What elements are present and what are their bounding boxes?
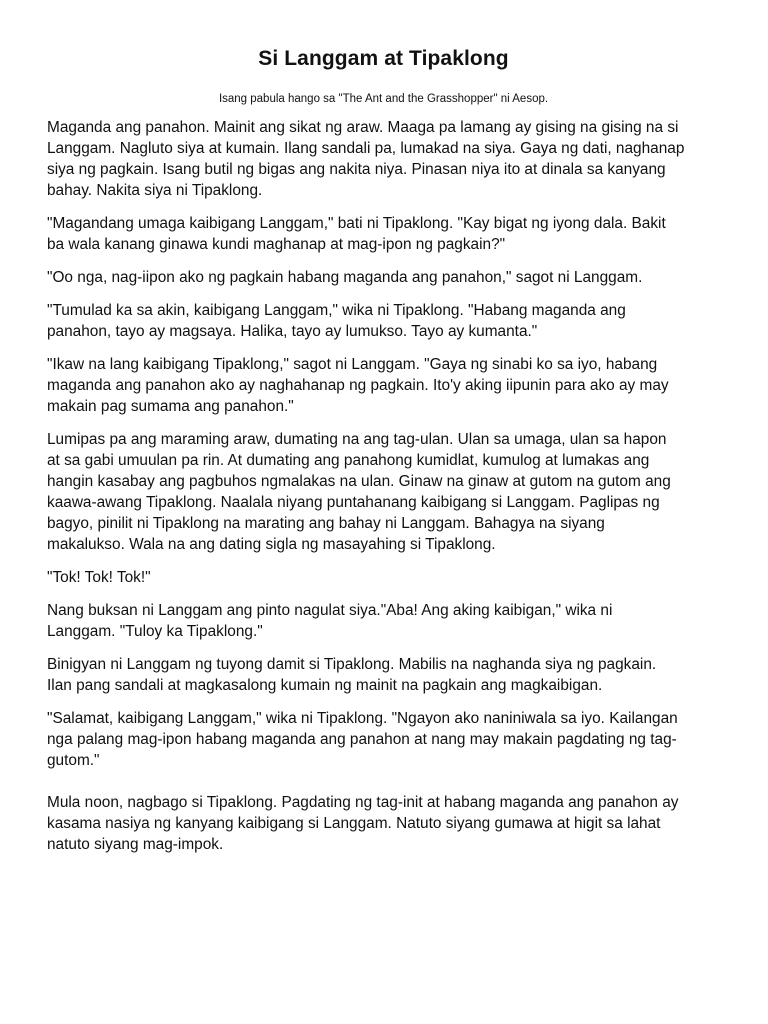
paragraph-line: "Tumulad ka sa akin, kaibigang Langgam," wika ni Tipaklong. "Habang maganda ang	[47, 302, 626, 319]
story-paragraph	[47, 708, 720, 771]
document-title: Si Langgam at Tipaklong	[258, 47, 509, 70]
paragraph-line: bagyo, pinilit ni Tipaklong na marating ang bahay ni Langgam. Bahagya na siyang	[47, 515, 605, 532]
story-paragraph	[47, 117, 720, 201]
paragraph-line: "Tok! Tok! Tok!"	[47, 569, 151, 586]
paragraph-line: Mula noon, nagbago si Tipaklong. Pagdating ng tag-init at habang maganda ang panahon ay	[47, 794, 679, 811]
story-paragraph	[47, 792, 720, 855]
paragraph-line: bahay. Nakita siya ni Tipaklong.	[47, 182, 263, 199]
paragraph-line: hangin kasabay ang pagbuhos ngmalakas na ulan. Ginaw na ginaw at gutom na gutom ang	[47, 473, 671, 490]
story-paragraph	[47, 300, 720, 342]
paragraph-line: ba wala kanang ginawa kundi maghanap at mag-ipon ng pagkain?"	[47, 236, 506, 253]
paragraph-line: makalukso. Wala na ang dating sigla ng masayahing si Tipaklong.	[47, 536, 496, 553]
paragraph-line: "Magandang umaga kaibigang Langgam," bati ni Tipaklong. "Kay bigat ng iyong dala. Bakit	[47, 215, 666, 232]
paragraph-line: "Oo nga, nag-iipon ako ng pagkain habang maganda ang panahon," sagot ni Langgam.	[47, 269, 643, 286]
paragraph-line: nga palang mag-ipon habang maganda ang panahon at nang may makain pagdating ng tag-	[47, 731, 677, 748]
paragraph-line: kasama nasiya ng kanyang kaibigang si Langgam. Natuto siyang gumawa at higit sa lahat	[47, 815, 661, 832]
story-paragraph	[47, 267, 720, 288]
paragraph-line: gutom."	[47, 752, 100, 769]
story-paragraph	[47, 354, 720, 417]
paragraph-line: Langgam. Nagluto siya at kumain. Ilang sandali pa, lumakad na siya. Gaya ng dati, naghanap	[47, 140, 685, 157]
paragraph-line: makain pag sumama ang panahon."	[47, 398, 294, 415]
paragraph-line: Nang buksan ni Langgam ang pinto nagulat siya."Aba! Ang aking kaibigan," wika ni	[47, 602, 613, 619]
paragraph-line: Lumipas pa ang maraming araw, dumating na ang tag-ulan. Ulan sa umaga, ulan sa hapon	[47, 431, 667, 448]
paragraph-line: kaawa-awang Tipaklong. Naalala niyang puntahanang kaibigang si Langgam. Paglipas ng	[47, 494, 660, 511]
story-body	[47, 117, 720, 855]
paragraph-line: Binigyan ni Langgam ng tuyong damit si Tipaklong. Mabilis na naghanda siya ng pagkain.	[47, 656, 657, 673]
paragraph-line: Ilan pang sandali at magkasalong kumain ng mainit na pagkain ang magkaibigan.	[47, 677, 603, 694]
story-paragraph	[47, 600, 720, 642]
paragraph-line: panahon, tayo ay magsaya. Halika, tayo ay lumukso. Tayo ay kumanta."	[47, 323, 538, 340]
document-subtitle: Isang pabula hango sa "The Ant and the Grasshopper" ni Aesop.	[218, 93, 549, 105]
paragraph-line: "Salamat, kaibigang Langgam," wika ni Tipaklong. "Ngayon ako naniniwala sa iyo. Kailangan	[47, 710, 678, 727]
paragraph-line: natuto siyang mag-impok.	[47, 836, 224, 853]
paragraph-line: Maganda ang panahon. Mainit ang sikat ng araw. Maaga pa lamang ay gising na gising na si	[47, 119, 679, 136]
story-paragraph	[47, 429, 720, 555]
story-paragraph	[47, 654, 720, 696]
paragraph-line: "Ikaw na lang kaibigang Tipaklong," sagot ni Langgam. "Gaya ng sinabi ko sa iyo, habang	[47, 356, 658, 373]
paragraph-line: maganda ang panahon ako ay naghahanap ng pagkain. Ito'y aking iipunin para ako ay may	[47, 377, 669, 394]
paragraph-line: Langgam. "Tuloy ka Tipaklong."	[47, 623, 263, 640]
paragraph-line: at sa gabi umuulan pa rin. At dumating ang panahong kumidlat, kumulog at lumakas ang	[47, 452, 650, 469]
story-paragraph	[47, 213, 720, 255]
story-paragraph	[47, 567, 720, 588]
paragraph-line: siya ng pagkain. Isang butil ng bigas ang nakita niya. Pinasan niya ito at dinala sa kanyang	[47, 161, 666, 178]
